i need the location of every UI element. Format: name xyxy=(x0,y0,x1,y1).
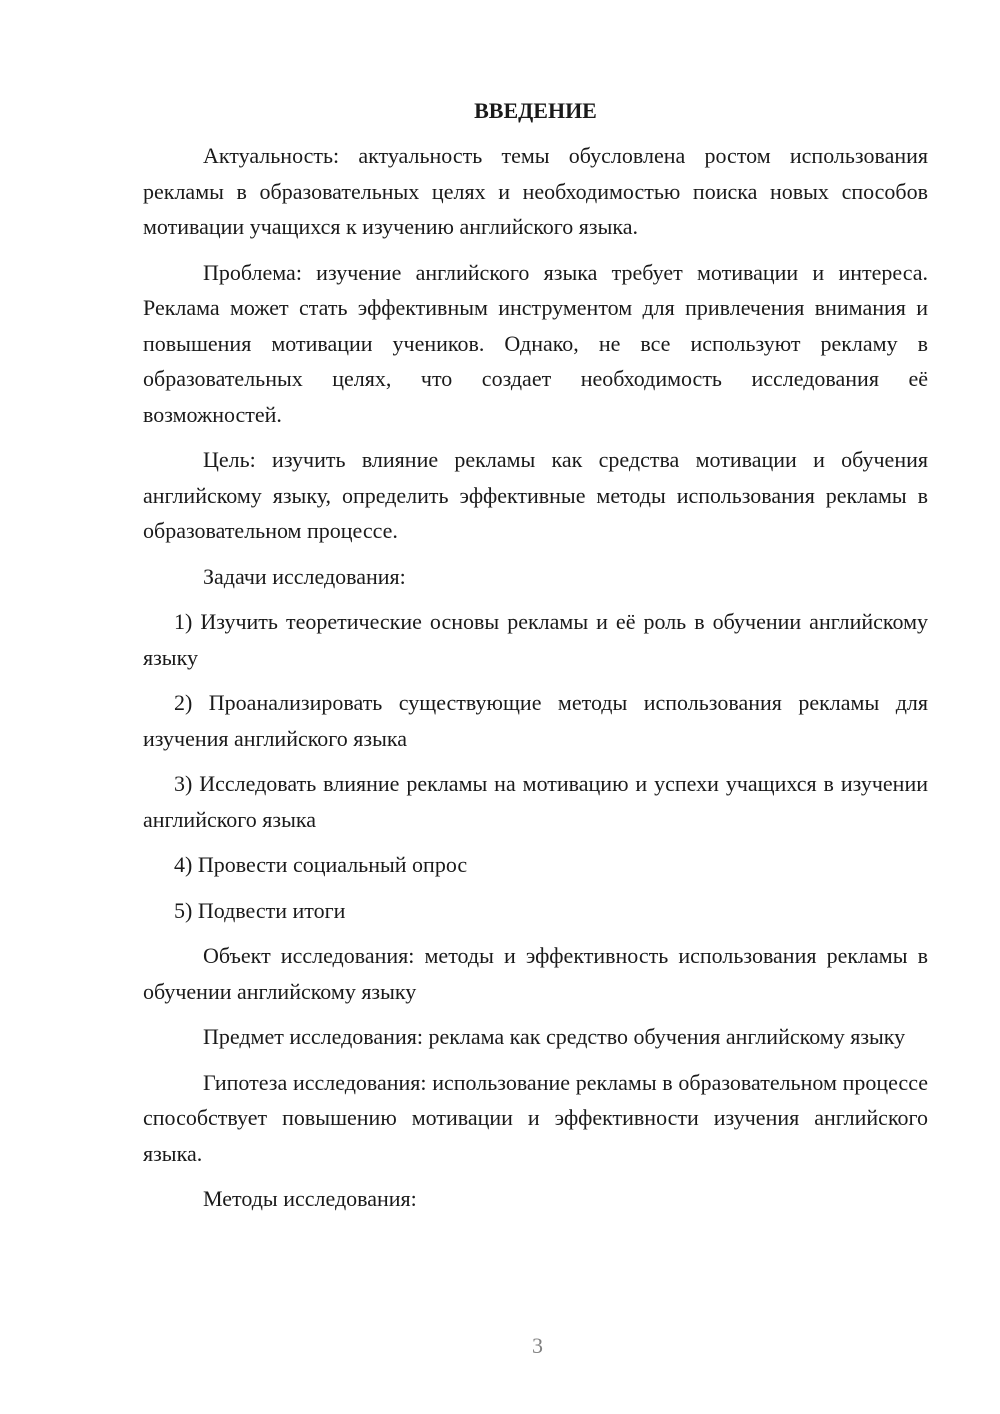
task-item-3: 3) Исследовать влияние рекламы на мотивацию и успехи учащихся в изучении английского языка xyxy=(143,771,928,832)
task-item-5: 5) Подвести итоги xyxy=(174,897,346,923)
paragraph-object: Объект исследования: методы и эффективность использования рекламы в обучении английскому языку xyxy=(143,943,928,1004)
paragraph-hypothesis: Гипотеза исследования: использование рекламы в образовательном процессе способствует повышению мотивации и эффективности изучения английского языка. xyxy=(143,1069,928,1166)
task-item-2: 2) Проанализировать существующие методы использования рекламы для изучения английского языка xyxy=(143,690,928,751)
paragraph-problem: Проблема: изучение английского языка требует мотивации и интереса. Реклама может стать эффективным инструментом для привлечения внимания и повышения мотивации учеников. Однако, не все используют рекламу в образовательных целях, что создает необходимость исследования её возможностей. xyxy=(143,259,928,427)
paragraph-relevance: Актуальность: актуальность темы обусловлена ростом использования рекламы в образовательных целях и необходимостью поиска новых способов мотивации учащихся к изучению английского языка. xyxy=(143,143,928,239)
paragraph-goal: Цель: изучить влияние рекламы как средства мотивации и обучения английскому языку, определить эффективные методы использования рекламы в образовательном процессе. xyxy=(143,447,928,543)
page-content xyxy=(143,93,928,1227)
tasks-label: Задачи исследования: xyxy=(203,563,406,589)
task-item-1: 1) Изучить теоретические основы рекламы и её роль в обучении английскому языку xyxy=(143,609,928,670)
page-number: 3 xyxy=(532,1333,543,1358)
paragraph-subject: Предмет исследования: реклама как средство обучения английскому языку xyxy=(203,1024,906,1049)
methods-label: Методы исследования: xyxy=(203,1186,417,1211)
task-item-4: 4) Провести социальный опрос xyxy=(174,852,468,877)
page-heading: ВВЕДЕНИЕ xyxy=(474,98,597,123)
